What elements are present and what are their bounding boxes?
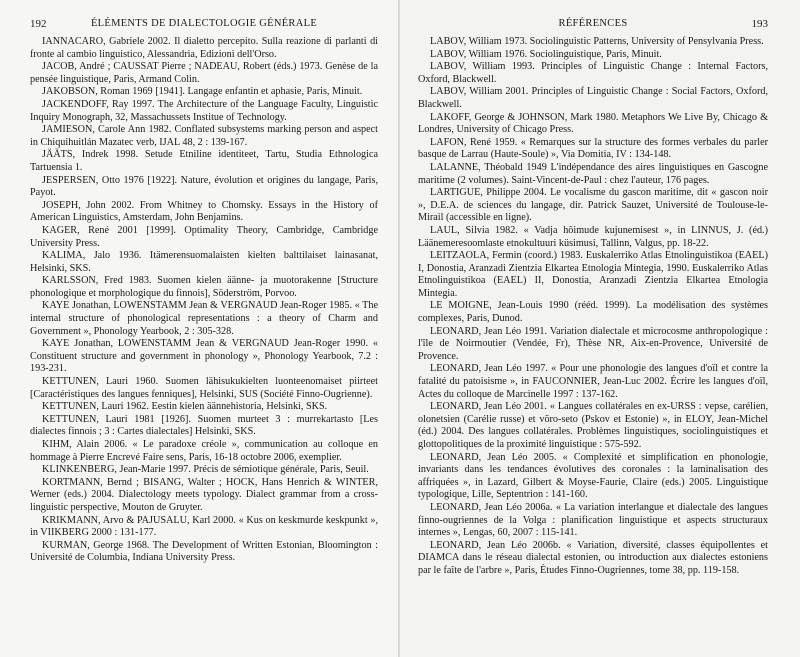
bibliography-entry: KRIKMANN, Arvo & PAJUSALU, Karl 2000. « Kus on keskmurde keskpunkt », in VIIKBERG 2000 : 131-177. [30,514,378,539]
bibliography-entry: JACKENDOFF, Ray 1997. The Architecture of the Language Faculty, Linguistic Inquiry Monograph, 32, Massachussets Institue of Technology. [30,98,378,123]
bibliography-entry: LEONARD, Jean Léo 1997. « Pour une phonologie des langues d'oïl et contre la fatalité du patoisisme », in FAUCONNIER, Jean-Luc 2002. Écrire les langues d'oïl, Actes du colloque de Marcinelle 1997 : 137-162. [418,363,768,400]
bibliography-entry: JÄÄTS, Indrek 1998. Setude Etniline identiteet, Tartu, Studia Ethnologica Tartuensia 1. [30,149,378,173]
bibliography-entry: LEONARD, Jean Léo 2006b. « Variation, diversité, classes équipollentes et DIAMCA dans le réseau dialectal estonien, ou introduction aux dialectes estoniens par le faîte de l'arbre », Paris, Études Finno-Ougriennes, tome 38, pp. 119-158. [418,539,768,576]
bibliography-entry: KLINKENBERG, Jean-Marie 1997. Précis de sémiotique générale, Paris, Seuil. [42,464,369,476]
bibliography-entry: KALIMA, Jalo 1936. Itämerensuomalaisten kielten balttilaiset lainasanat, Helsinki, SKS. [30,250,378,274]
bibliography-entry: LAUL, Silvia 1982. « Vadja hõimude kujunemisest », in LINNUS, J. (éd.) Läänemeresoomlaste etnokultuuri küsimusi, Tallinn, Valgus, pp. 18-22. [418,224,768,249]
bibliography-entry: KETTUNEN, Lauri 1960. Suomen lähisukukielten luonteenomaiset piirteet [Caractéristiques des langues fenniques], Helsinki, SUS (Société Finno-Ougrienne). [30,376,378,400]
right-page [400,0,800,657]
bibliography-entry: KURMAN, George 1968. The Development of Written Estonian, Bloomington : Université de Columbia, Indiana University Press. [30,539,378,564]
bibliography-entry: LEITZAOLA, Fermin (coord.) 1983. Euskalerriko Atlas Etnolinguistikoa (EAEL) I, Donostia, Aranzadi Zientzia Elkartea Etnologia Mintegia, 1990. Euskalerriko Atlas Etnolinguistikoa (EAEL) II, Donostia, Aranzadi Zientzia Elkartea Etnologia Mintegia. [418,250,768,299]
right-running-head [418,0,768,30]
bibliography-entry: JAKOBSON, Roman 1969 [1941]. Langage enfantin et aphasie, Paris, Minuit. [42,86,363,98]
bibliography-entry: LABOV, William 1976. Sociolinguistique, Paris, Minuit. [430,48,662,60]
bibliography-entry: JACOB, André ; CAUSSAT Pierre ; NADEAU, Robert (éds.) 1973. Genèse de la pensée linguistique, Paris, Armand Colin. [30,61,378,85]
right-running-title: RÉFÉRENCES [558,18,628,29]
bibliography-entry: LEONARD, Jean Léo 2005. « Complexité et simplification en phonologie, invariants dans les tendances évolutives des coronales : la laminalisation des affriquées », in Lazard, Gilbert & Moyse-Faurie, Claire (eds.) 2005. Linguistique typologique, Lille, Septentrion : 141-160. [418,451,768,501]
bibliography-entry: LEONARD, Jean Léo 1991. Variation dialectale et microcosme anthropologique : l'île de Noirmoutier (Vendée, Fr), Thèse NR, Aix-en-Provence, Université de Provence. [418,325,768,362]
bibliography-entry: KAYE Jonathan, LOWENSTAMM Jean & VERGNAUD Jean-Roger 1985. « The internal structure of phonological representations : a theory of Charm and Government », Phonology Yearbook, 2 : 305-328. [30,300,378,337]
left-running-title: ÉLÉMENTS DE DIALECTOLOGIE GÉNÉRALE [90,18,318,29]
left-running-head [30,0,378,30]
bibliography-entry: LALANNE, Théobald 1949 L'indépendance des aires linguistiques en Gascogne maritime (2 volumes). Saint-Vincent-de-Paul : chez l'auteur, 176 pages. [418,161,768,186]
bibliography-entry: KORTMANN, Bernd ; BISANG, Walter ; HOCK, Hans Henrich & WINTER, Werner (eds.) 2004. Dialectology meets typology. Dialect grammar from a cross-linguistic perspective, Mouton de Gruyter. [30,476,378,513]
right-page-number: 193 [751,18,768,30]
bibliography-entry: KAYE Jonathan, LOWENSTAMM Jean & VERGNAUD Jean-Roger 1990. « Constituent structure and government in phonology », Phonology Yearbook, 7.2 : 193-231. [30,338,378,375]
bibliography-entry: LEONARD, Jean Léo 2006a. « La variation interlangue et dialectale des langues finno-ougriennes de la Volga : planification linguistique et aspects structuraux internes », Lengas, 60, 2007 : 115-141. [418,501,768,539]
bibliography-entry: LABOV, William 1993. Principles of Linguistic Change : Internal Factors, Oxford, Blackwell. [418,61,768,85]
bibliography-entry: KARLSSON, Fred 1983. Suomen kielen äänne- ja muotorakenne [Structure phonologique et morphologique du finnois], Söderström, Porvoo. [30,275,378,299]
bibliography-entry: JAMIESON, Carole Ann 1982. Conflated subsystems marking person and aspect in Chiquihuitlán Mazatec verb, IJAL 48, 2 : 139-167. [30,124,378,148]
left-page [0,0,398,657]
bibliography-entry: LEONARD, Jean Léo 2001. « Langues collatérales en ex-URSS : vepse, carélien, olonetsien (Carélie russe) et võro-seto (Pskov et Estonie) », in ELOY, Jean-Michel (éd.) 2004. Des langues collatérales. Problèmes linguistiques, sociolinguistiques et glottopolitiques de la proximité linguistique : 575-592. [418,401,768,450]
bibliography-entry: JESPERSEN, Otto 1976 [1922]. Nature, évolution et origines du langage, Paris, Payot. [30,174,378,199]
bibliography-entry: KAGER, René 2001 [1999]. Optimality Theory, Cambridge, Cambridge University Press. [30,224,378,249]
bibliography-entry: KETTUNEN, Lauri 1981 [1926]. Suomen murteet 3 : murrekartasto [Les dialectes finnois ; 3 : Cartes dialectales] Helsinki, SKS. [30,413,378,438]
bibliography-entry: LABOV, William 2001. Principles of Linguistic Change : Social Factors, Oxford, Blackwell. [418,86,768,110]
bibliography-entry: IANNACARO, Gabriele 2002. Il dialetto percepito. Sulla reazione di parlanti di fronte al cambio linguistico, Alessandria, Edizioni dell'Orso. [30,36,378,60]
bibliography-entry: JOSEPH, John 2002. From Whitney to Chomsky. Essays in the History of American Linguistics, Amsterdam, John Benjamins. [30,199,378,224]
right-bibliography-list [418,36,768,578]
bibliography-entry: LABOV, William 1973. Sociolinguistic Patterns, University of Pensylvania Press. [430,36,764,47]
left-page-number: 192 [30,18,47,30]
bibliography-entry: LE MOIGNE, Jean-Louis 1990 (rééd. 1999). La modélisation des systèmes complexes, Paris, Dunod. [418,300,768,325]
bibliography-entry: LARTIGUE, Philippe 2004. Le vocalisme du gascon maritime, dit « gascon noir », D.E.A. de sciences du langage, dir. Patrick Sauzet, Université de Toulouse-le-Mirail (accessible en ligne). [418,187,768,224]
bibliography-entry: KETTUNEN, Lauri 1962. Eestin kielen äännehistoria, Helsinki, SKS. [42,401,328,413]
left-bibliography-list [30,36,378,565]
bibliography-entry: KIHM, Alain 2006. « Le paradoxe créole », communication au colloque en hommage à Pierre Encrevé Faire sens, Paris, 16-18 octobre 2006, exemplier. [30,439,378,463]
bibliography-entry: LAKOFF, George & JOHNSON, Mark 1980. Metaphors We Live By, Chicago & Londres, University of Chicago Press. [418,111,768,136]
bibliography-entry: LAFON, René 1959. « Remarques sur la structure des formes verbales du parler basque de Larrau (Haute-Soule) », Via Domitia, IV : 134-148. [418,136,768,161]
